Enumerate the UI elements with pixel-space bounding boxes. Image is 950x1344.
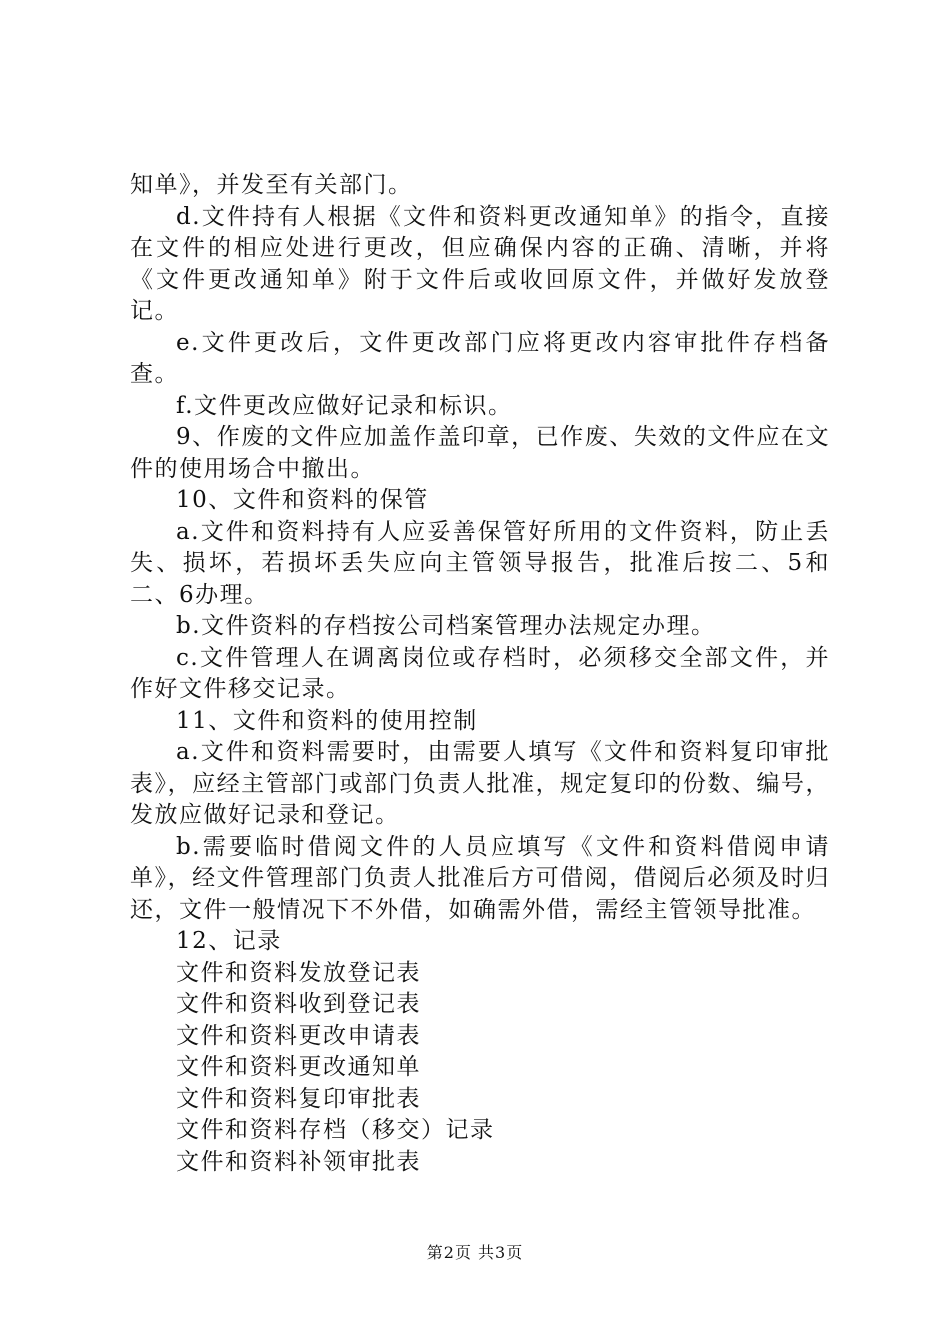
record-item: 文件和资料复印审批表	[176, 1085, 421, 1112]
paragraph-11b: b.需要临时借阅文件的人员应填写《文件和资料借阅申请单》，经文件管理部门负责人批准后方可借阅，借阅后必须及时归还，文件一般情况下不外借，如确需外借，需经主管领导批准。	[130, 833, 830, 923]
paragraph-10a: a.文件和资料持有人应妥善保管好所用的文件资料，防止丢失、损坏，若损坏丢失应向主管领导报告，批准后按二、5和二、6办理。	[130, 518, 830, 608]
record-item: 文件和资料更改申请表	[176, 1022, 421, 1049]
record-item: 文件和资料更改通知单	[176, 1054, 421, 1080]
paragraph-0: 知单》，并发至有关部门。	[130, 172, 413, 198]
section-heading-12: 12、记录	[176, 928, 282, 954]
paragraph-e: e.文件更改后，文件更改部门应将更改内容审批件存档备查。	[130, 329, 830, 387]
record-item: 文件和资料补领审批表	[176, 1148, 421, 1175]
paragraph-9: 9、作废的文件应加盖作盖印章，已作废、失效的文件应在文件的使用场合中撤出。	[130, 424, 830, 482]
document-body	[130, 170, 830, 1178]
page-number-footer: 第2页 共3页	[426, 1243, 524, 1262]
record-item: 文件和资料收到登记表	[176, 991, 421, 1017]
paragraph-f: f.文件更改应做好记录和标识。	[176, 392, 513, 419]
section-heading-11: 11、文件和资料的使用控制	[176, 707, 478, 734]
paragraph-d: d.文件持有人根据《文件和资料更改通知单》的指令，直接在文件的相应处进行更改，但应确保内容的正确、清晰，并将《文件更改通知单》附于文件后或收回原文件，并做好发放登记。	[130, 203, 830, 324]
section-heading-10: 10、文件和资料的保管	[176, 487, 429, 513]
record-item: 文件和资料存档（移交）记录	[176, 1117, 495, 1143]
paragraph-10c: c.文件管理人在调离岗位或存档时，必须移交全部文件，并作好文件移交记录。	[130, 644, 830, 702]
paragraph-10b: b.文件资料的存档按公司档案管理办法规定办理。	[176, 613, 716, 639]
record-item: 文件和资料发放登记表	[176, 959, 421, 986]
paragraph-11a: a.文件和资料需要时，由需要人填写《文件和资料复印审批表》，应经主管部门或部门负责人批准，规定复印的份数、编号，发放应做好记录和登记。	[130, 739, 830, 828]
